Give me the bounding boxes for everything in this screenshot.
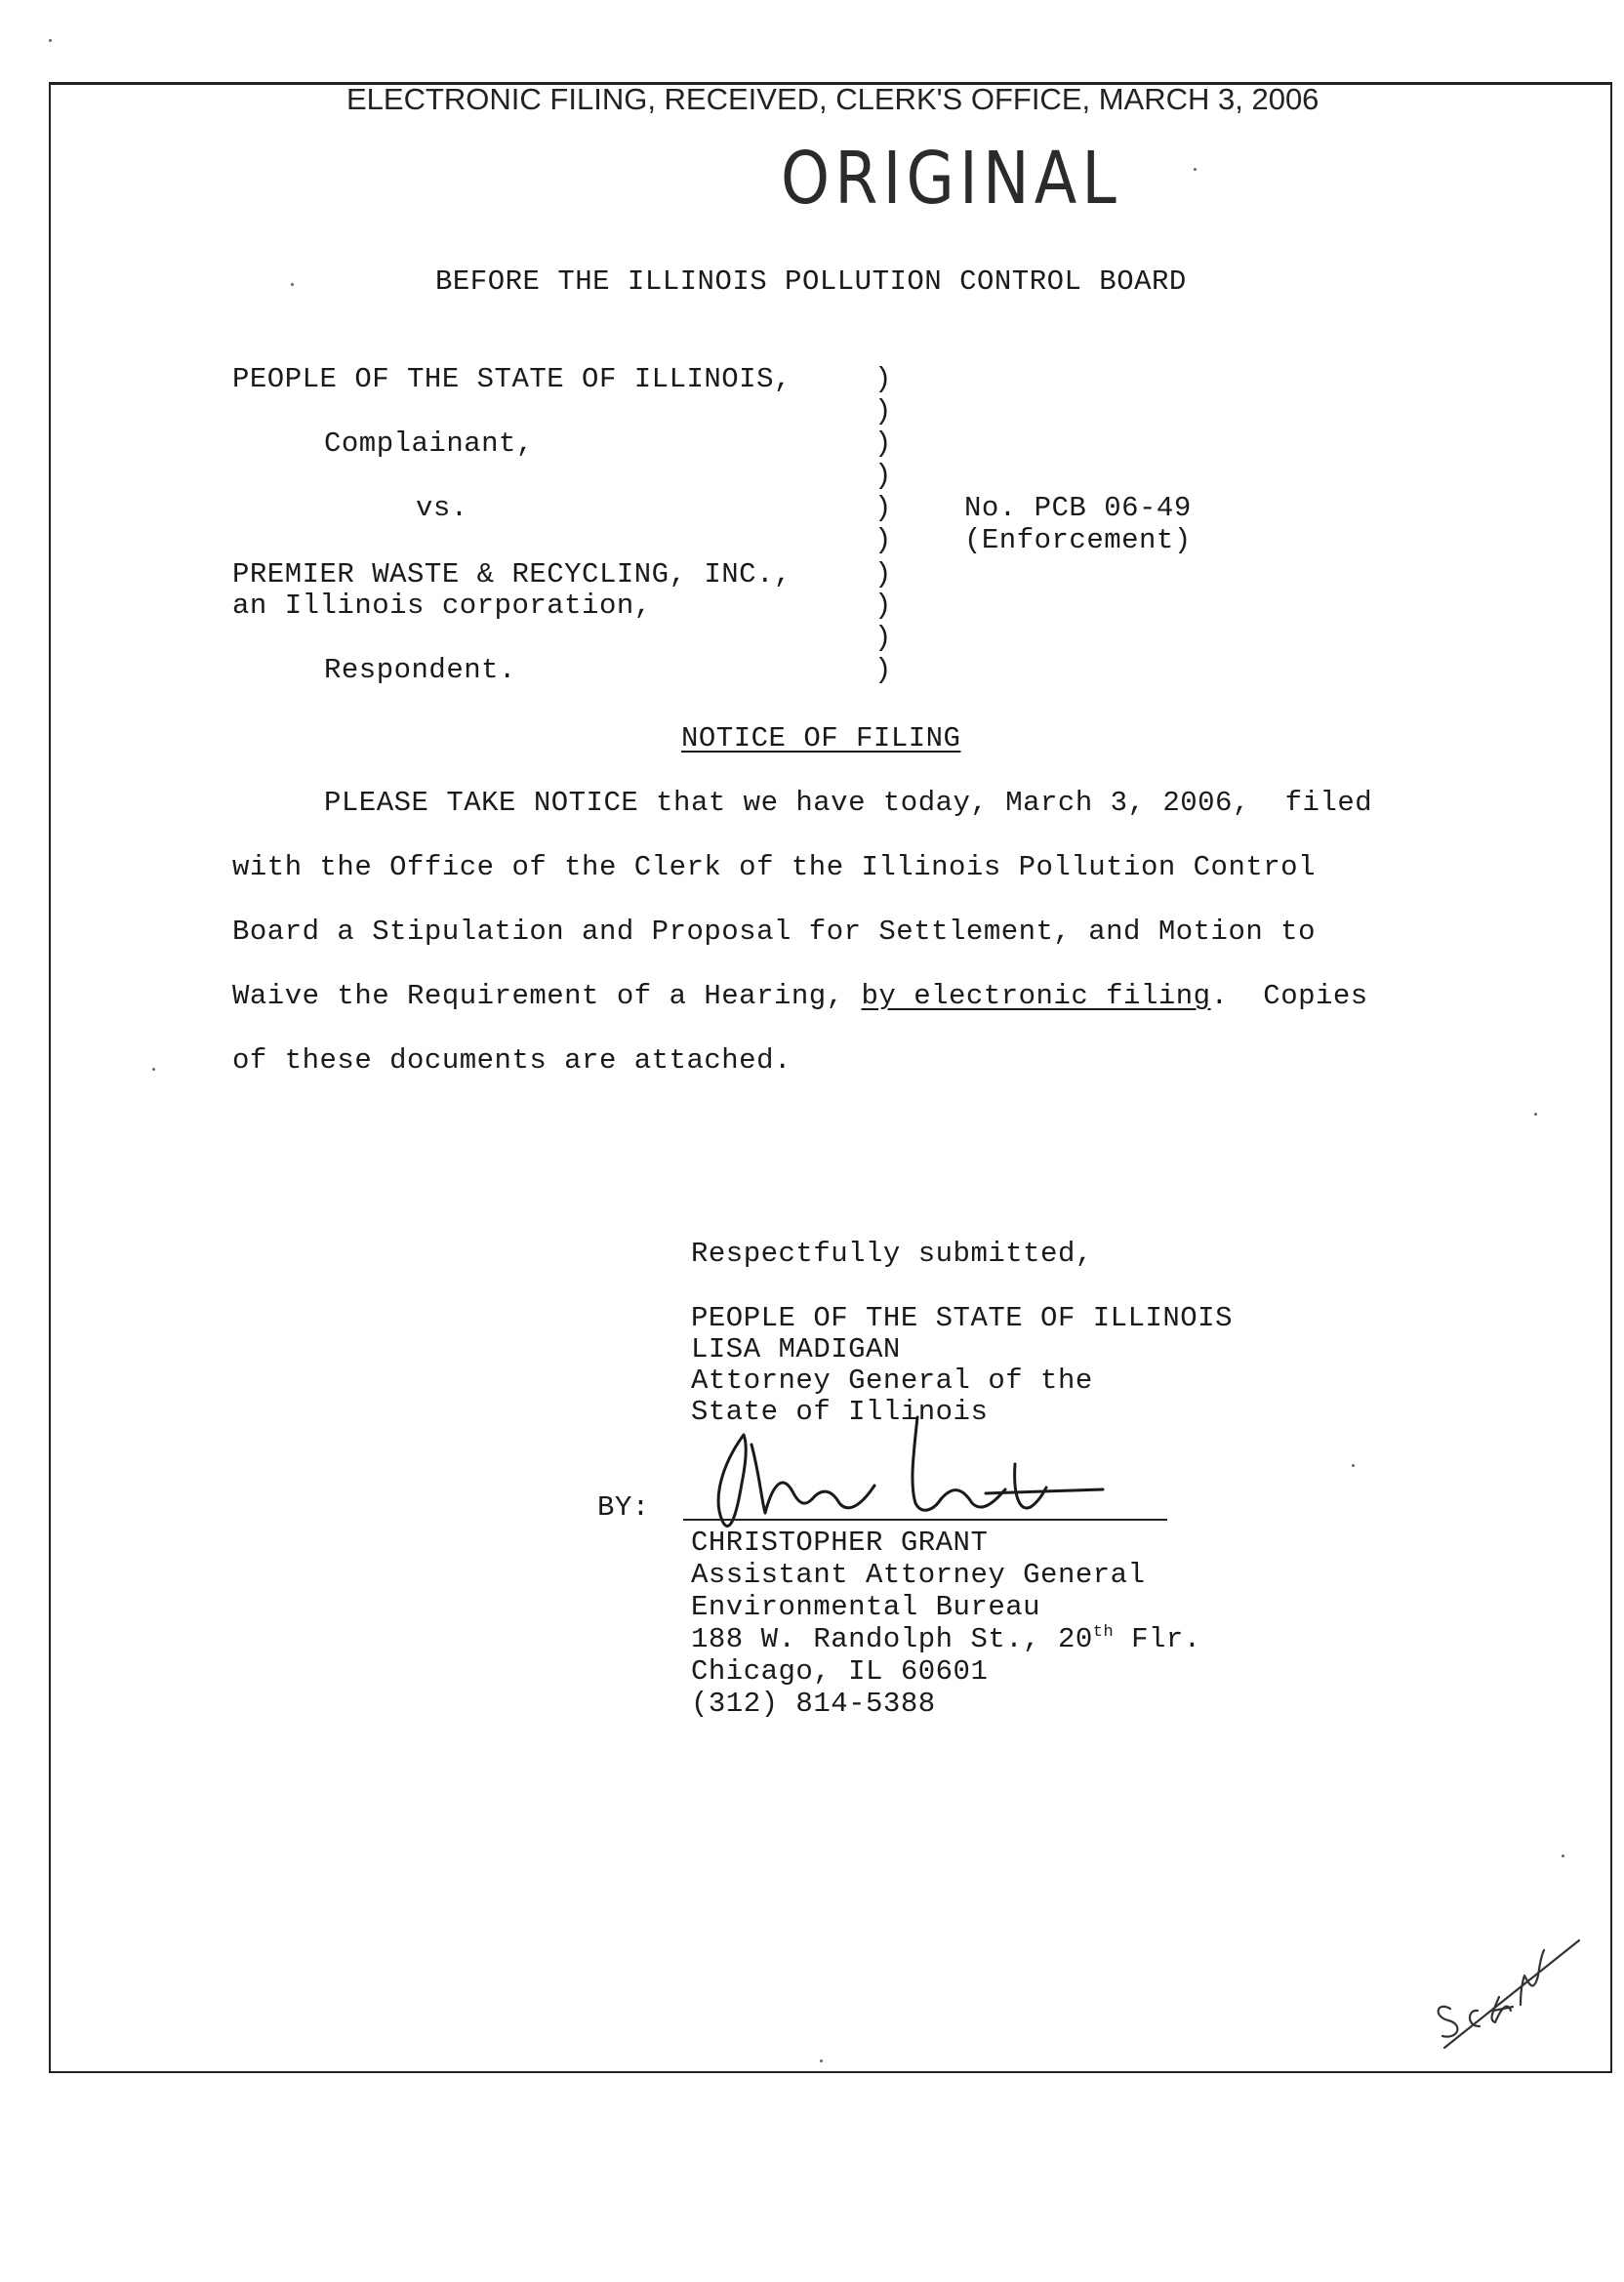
notice-line-2: with the Office of the Clerk of the Illinois Pollution Control <box>232 851 1316 883</box>
notice-line-1: PLEASE TAKE NOTICE that we have today, March 3, 2006, filed <box>324 787 1373 819</box>
court-title: BEFORE THE ILLINOIS POLLUTION CONTROL BOARD <box>435 265 1187 298</box>
complainant-name: PEOPLE OF THE STATE OF ILLINOIS, <box>232 363 792 395</box>
electronic-filing-stamp: ELECTRONIC FILING, RECEIVED, CLERK'S OFFICE, MARCH 3, 2006 <box>346 82 1320 116</box>
scan-speck <box>1352 1464 1355 1467</box>
respondent-role: Respondent. <box>324 654 516 686</box>
caption-paren: ) <box>874 590 892 622</box>
address-city: Chicago, IL 60601 <box>691 1655 989 1688</box>
bureau-name: Environmental Bureau <box>691 1591 1041 1623</box>
handwritten-scan-note <box>1415 1933 1591 2050</box>
scan-speck <box>1194 168 1197 171</box>
signer-title: Assistant Attorney General <box>691 1559 1146 1591</box>
complainant-role: Complainant, <box>324 428 534 460</box>
respondent-name: PREMIER WASTE & RECYCLING, INC., <box>232 558 792 591</box>
scan-speck <box>820 2059 823 2062</box>
scan-speck <box>1534 1113 1537 1116</box>
caption-paren: ) <box>874 654 892 686</box>
caption-paren: ) <box>874 622 892 654</box>
phone-number: (312) 814-5388 <box>691 1688 936 1720</box>
party-name: PEOPLE OF THE STATE OF ILLINOIS <box>691 1302 1233 1334</box>
case-number: No. PCB 06-49 <box>964 492 1192 524</box>
by-label: BY: <box>597 1491 650 1524</box>
address-street-suffix: Flr. <box>1114 1623 1201 1655</box>
case-type: (Enforcement) <box>964 524 1192 556</box>
address-street-superscript: th <box>1092 1623 1115 1642</box>
respondent-description: an Illinois corporation, <box>232 590 652 622</box>
address-street <box>691 1623 1201 1655</box>
scan-speck <box>1562 1854 1564 1857</box>
closing: Respectfully submitted, <box>691 1238 1093 1270</box>
caption-paren: ) <box>874 524 892 556</box>
caption-paren: ) <box>874 558 892 591</box>
scan-speck <box>49 39 52 42</box>
scan-speck <box>152 1068 155 1071</box>
caption-paren: ) <box>874 363 892 395</box>
scan-speck <box>291 283 294 286</box>
versus-label: vs. <box>416 492 468 524</box>
attorney-general-title-2: State of Illinois <box>691 1396 989 1428</box>
caption-paren: ) <box>874 395 892 428</box>
notice-line-4-pre: Waive the Requirement of a Hearing, <box>232 980 862 1012</box>
notice-line-5: of these documents are attached. <box>232 1044 792 1077</box>
signer-name: CHRISTOPHER GRANT <box>691 1527 989 1559</box>
original-stamp: ORIGINAL <box>781 137 1122 221</box>
notice-line-3: Board a Stipulation and Proposal for Settlement, and Motion to <box>232 916 1316 948</box>
caption-paren: ) <box>874 460 892 492</box>
signature-line <box>683 1519 1167 1521</box>
notice-line-4-post: . Copies <box>1210 980 1368 1012</box>
notice-title: NOTICE OF FILING <box>681 722 961 754</box>
address-street-main: 188 W. Randolph St., 20 <box>691 1623 1093 1655</box>
caption-paren: ) <box>874 492 892 524</box>
electronic-filing-phrase: by electronic filing <box>861 980 1211 1012</box>
attorney-general-name: LISA MADIGAN <box>691 1333 901 1365</box>
notice-line-4 <box>232 980 1368 1012</box>
attorney-general-title-1: Attorney General of the <box>691 1365 1093 1397</box>
caption-paren: ) <box>874 428 892 460</box>
